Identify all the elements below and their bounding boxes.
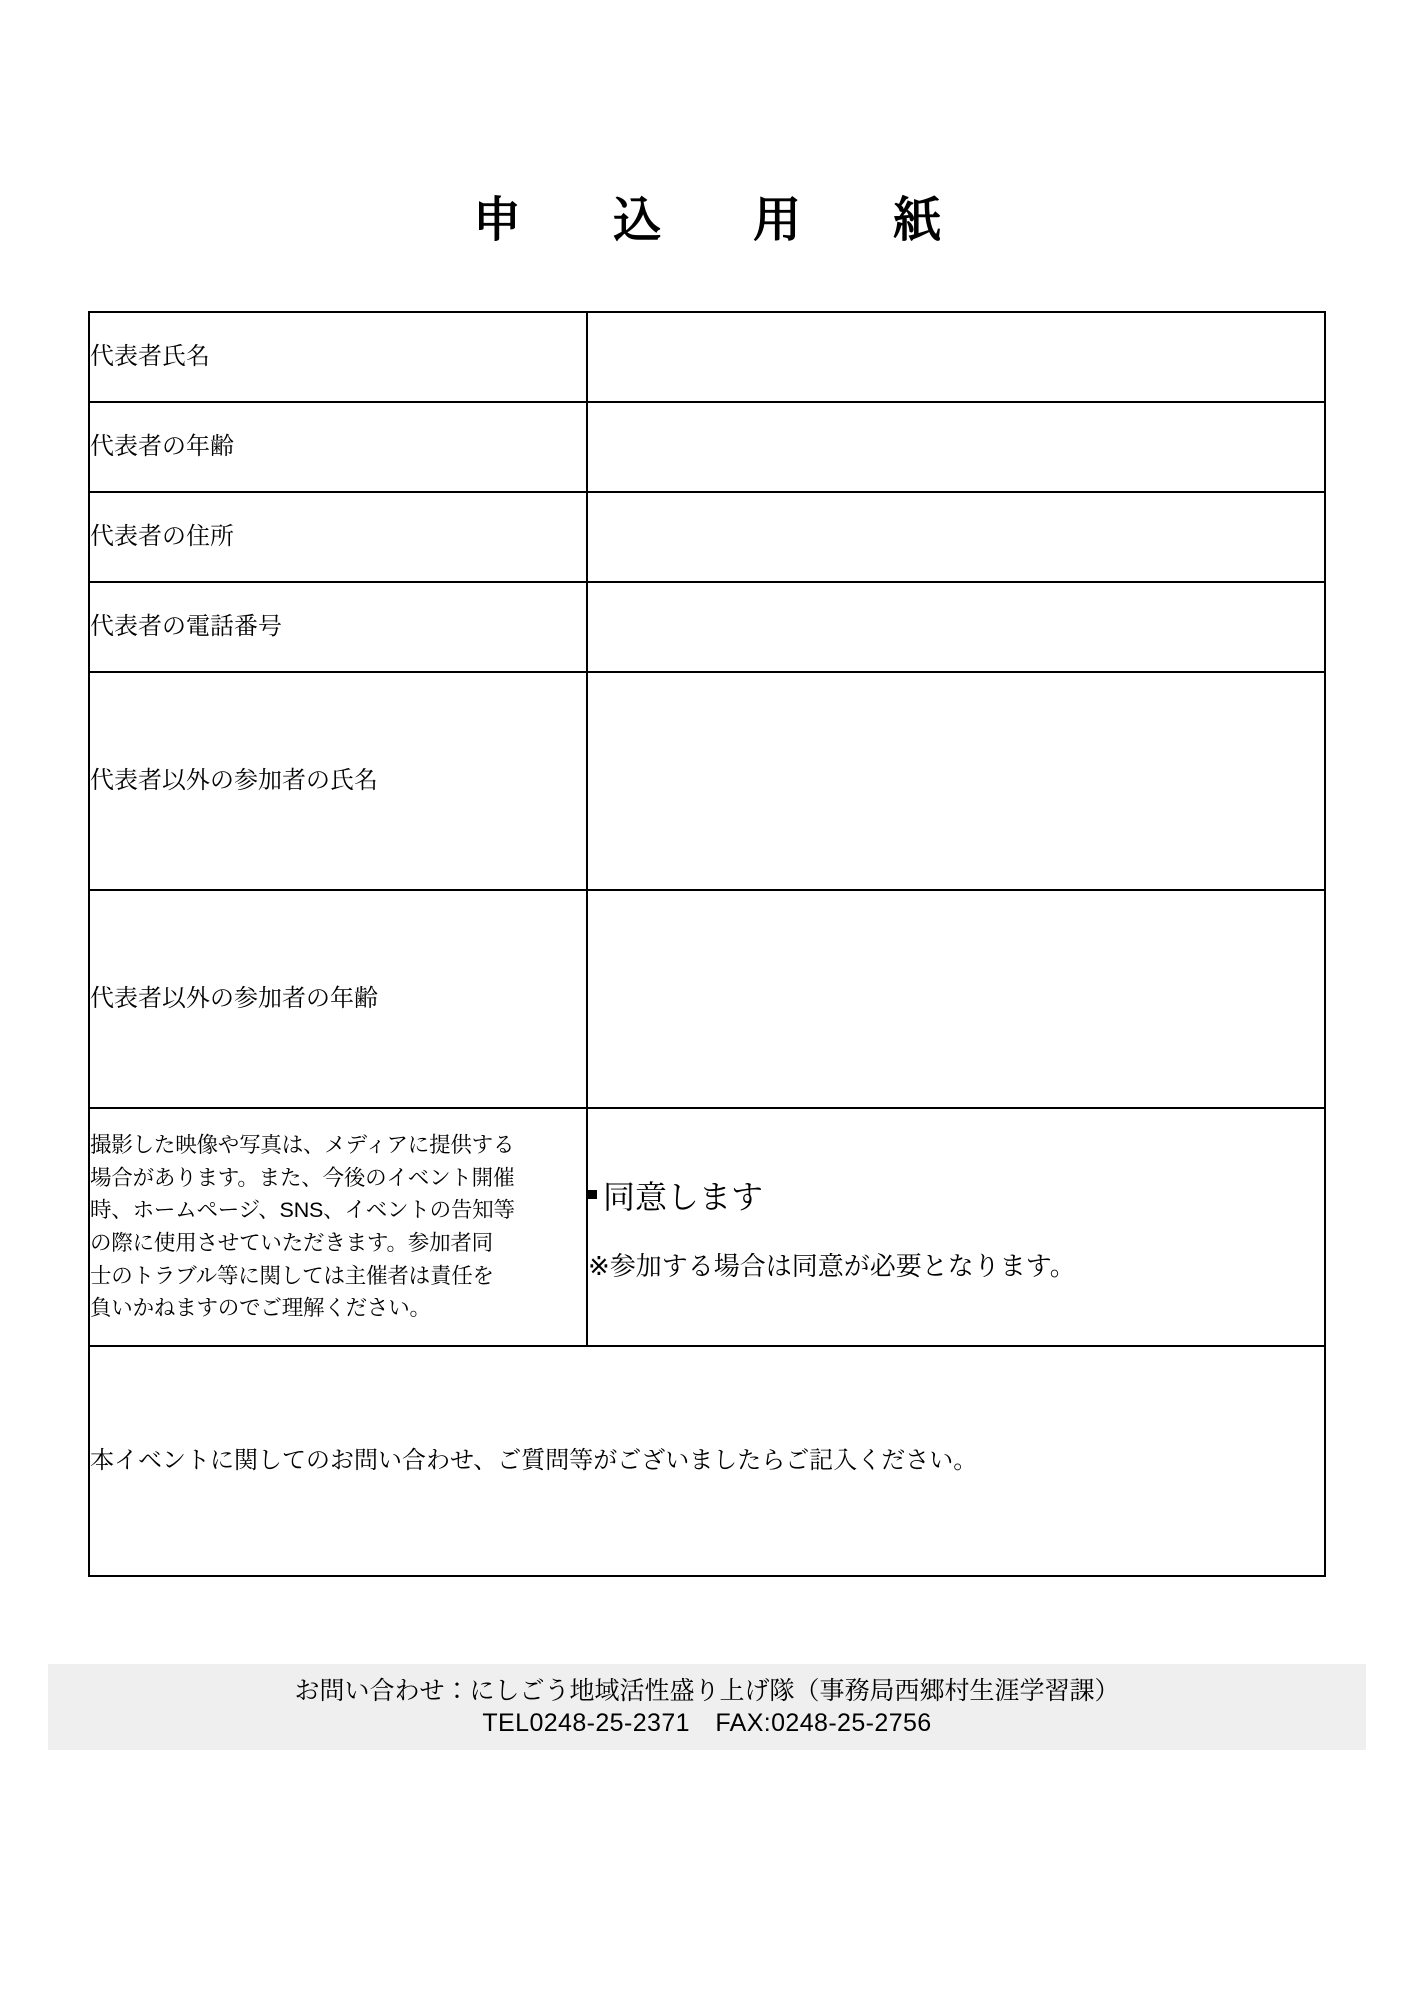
page-title: 申 込 用 紙 [472,192,963,248]
consent-line: 士のトラブル等に関しては主催者は責任を [90,1263,494,1288]
field-label-other-participants-ages: 代表者以外の参加者の年齢 [89,890,587,1108]
field-input-representative-address[interactable] [587,492,1325,582]
consent-agreement-cell[interactable] [587,1108,1325,1346]
consent-line: 場合があります。また、今後のイベント開催 [90,1165,515,1190]
consent-agree-option[interactable] [588,1178,1324,1216]
field-input-representative-age[interactable] [587,402,1325,492]
field-input-representative-name[interactable] [587,312,1325,402]
consent-line: 時、ホームページ、SNS、イベントの告知等 [90,1198,515,1223]
field-label-representative-age: 代表者の年齢 [89,402,587,492]
consent-requirement-note: ※参加する場合は同意が必要となります。 [588,1250,1076,1281]
inquiry-prompt: 本イベントに関してのお問い合わせ、ご質問等がございましたらご記入ください。 [90,1447,978,1475]
field-label-representative-name: 代表者氏名 [89,312,587,402]
consent-line: 負いかねますのでご理解ください。 [90,1296,431,1321]
inquiry-row [89,1346,1325,1576]
field-input-other-participants-names[interactable] [587,672,1325,890]
field-input-other-participants-ages[interactable] [587,890,1325,1108]
field-label-representative-phone: 代表者の電話番号 [89,582,587,672]
bullet-square-icon [588,1190,597,1199]
table-row [89,402,1325,492]
field-input-representative-phone[interactable] [587,582,1325,672]
consent-line: の際に使用させていただきます。参加者同 [90,1231,493,1255]
inquiry-field[interactable] [89,1346,1325,1576]
consent-agree-label: 同意します [603,1178,764,1215]
footer-contact-band [48,1664,1366,1750]
table-row [89,582,1325,672]
consent-row [89,1108,1325,1346]
footer-organizer-line: お問い合わせ：にしごう地域活性盛り上げ隊（事務局西郷村生涯学習課） [294,1677,1120,1705]
table-row [89,492,1325,582]
table-row [89,672,1325,890]
application-form-table [88,311,1326,1577]
table-row [89,890,1325,1108]
footer-telephone-line: TEL0248-25-2371 FAX:0248-25-2756 [482,1709,932,1737]
field-label-other-participants-names: 代表者以外の参加者の氏名 [89,672,587,890]
field-label-representative-address: 代表者の住所 [89,492,587,582]
consent-notice-text [89,1108,587,1346]
consent-line: 撮影した映像や写真は、メディアに提供する [90,1132,515,1157]
table-row [89,312,1325,402]
